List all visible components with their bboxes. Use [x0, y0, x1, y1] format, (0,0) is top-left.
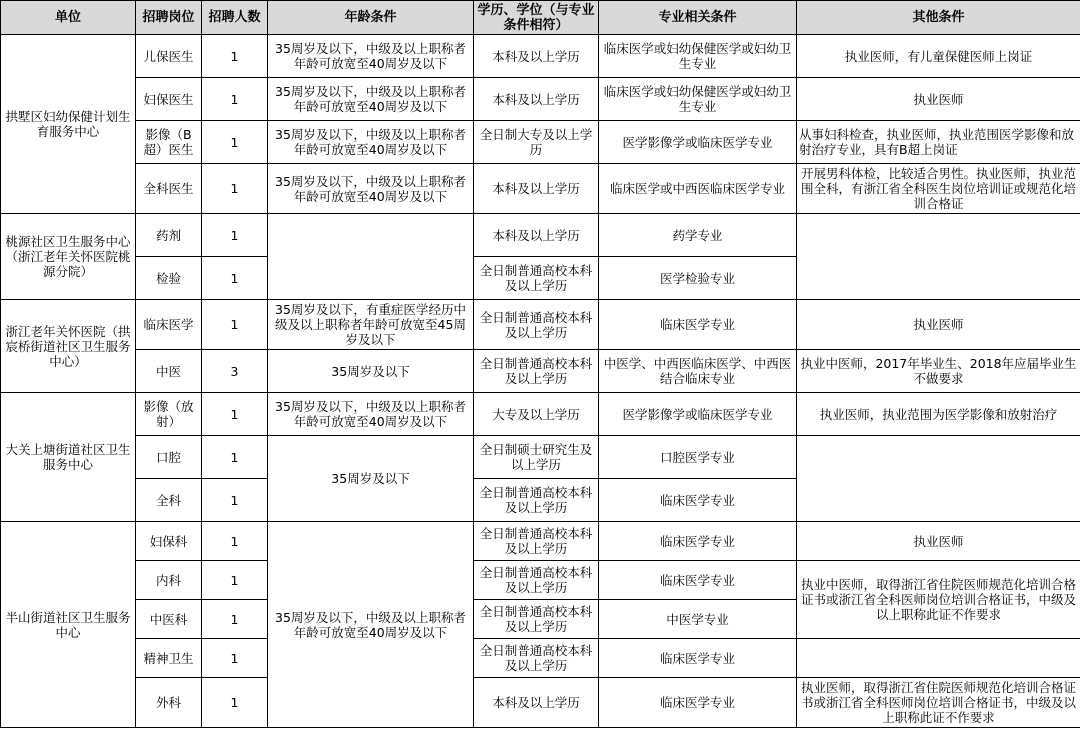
header-unit: 单位: [1, 1, 136, 35]
edu-cell: 本科及以上学历: [474, 214, 599, 257]
major-cell: 医学检验专业: [599, 257, 797, 300]
edu-cell: 全日制普通高校本科及以上学历: [474, 600, 599, 639]
other-cell: 执业医师，取得浙江省住院医师规范化培训合格证书或浙江省全科医师岗位培训合格证书，中级及以上职称此证不作要求: [797, 678, 1080, 728]
table-row: [1, 35, 1080, 78]
table-row: [1, 436, 1080, 479]
table-row: [1, 121, 1080, 164]
unit-cell: 大关上塘街道社区卫生服务中心: [1, 393, 136, 522]
age-cell: 35周岁及以下: [268, 350, 474, 393]
edu-cell: 本科及以上学历: [474, 164, 599, 214]
edu-cell: 全日制普通高校本科及以上学历: [474, 479, 599, 522]
other-cell: [797, 436, 1080, 522]
post-cell: 妇保医生: [136, 78, 202, 121]
table-row: [1, 300, 1080, 350]
edu-cell: 全日制普通高校本科及以上学历: [474, 300, 599, 350]
count-cell: 3: [202, 350, 268, 393]
other-cell: 执业医师: [797, 522, 1080, 561]
count-cell: 1: [202, 639, 268, 678]
count-cell: 1: [202, 600, 268, 639]
age-cell: 35周岁及以下，中级及以上职称者年龄可放宽至40周岁及以下: [268, 522, 474, 728]
other-cell: [797, 639, 1080, 678]
edu-cell: 全日制普通高校本科及以上学历: [474, 639, 599, 678]
edu-cell: 全日制普通高校本科及以上学历: [474, 522, 599, 561]
header-post: 招聘岗位: [136, 1, 202, 35]
major-cell: 临床医学专业: [599, 522, 797, 561]
count-cell: 1: [202, 561, 268, 600]
count-cell: 1: [202, 436, 268, 479]
major-cell: 临床医学专业: [599, 479, 797, 522]
age-cell: 35周岁及以下，中级及以上职称者年龄可放宽至40周岁及以下: [268, 78, 474, 121]
post-cell: 儿保医生: [136, 35, 202, 78]
edu-cell: 全日制普通高校本科及以上学历: [474, 350, 599, 393]
post-cell: 内科: [136, 561, 202, 600]
post-cell: 口腔: [136, 436, 202, 479]
post-cell: 妇保科: [136, 522, 202, 561]
unit-cell: 半山街道社区卫生服务中心: [1, 522, 136, 728]
edu-cell: 本科及以上学历: [474, 78, 599, 121]
table-row: [1, 164, 1080, 214]
edu-cell: 全日制普通高校本科及以上学历: [474, 561, 599, 600]
other-cell: 执业医师: [797, 78, 1080, 121]
age-cell: 35周岁及以下，中级及以上职称者年龄可放宽至40周岁及以下: [268, 121, 474, 164]
table-row: [1, 561, 1080, 600]
unit-cell: 桃源社区卫生服务中心（浙江老年关怀医院桃源分院）: [1, 214, 136, 300]
other-cell: 执业中医师，取得浙江省住院医师规范化培训合格证书或浙江省全科医师岗位培训合格证书，中级及以上职称此证不作要求: [797, 561, 1080, 639]
table-row: [1, 393, 1080, 436]
table-row: [1, 639, 1080, 678]
header-row: [1, 1, 1080, 35]
age-cell: 35周岁及以下，中级及以上职称者年龄可放宽至40周岁及以下: [268, 393, 474, 436]
edu-cell: 大专及以上学历: [474, 393, 599, 436]
major-cell: 临床医学专业: [599, 561, 797, 600]
post-cell: 临床医学: [136, 300, 202, 350]
count-cell: 1: [202, 300, 268, 350]
unit-cell: 拱墅区妇幼保健计划生育服务中心: [1, 35, 136, 214]
count-cell: 1: [202, 78, 268, 121]
table-row: [1, 350, 1080, 393]
major-cell: 医学影像学或临床医学专业: [599, 393, 797, 436]
post-cell: 全科: [136, 479, 202, 522]
post-cell: 中医: [136, 350, 202, 393]
age-cell: 35周岁及以下，中级及以上职称者年龄可放宽至40周岁及以下: [268, 164, 474, 214]
table-row: [1, 678, 1080, 728]
age-cell: 35周岁及以下，有重症医学经历中级及以上职称者年龄可放宽至45周岁及以下: [268, 300, 474, 350]
post-cell: 影像（放射）: [136, 393, 202, 436]
post-cell: 外科: [136, 678, 202, 728]
table-row: [1, 214, 1080, 257]
other-cell: [797, 214, 1080, 300]
table-row: [1, 522, 1080, 561]
count-cell: 1: [202, 164, 268, 214]
header-other: 其他条件: [797, 1, 1080, 35]
other-cell: 执业医师: [797, 300, 1080, 350]
count-cell: 1: [202, 678, 268, 728]
header-education: 学历、学位（与专业条件相符）: [474, 1, 599, 35]
post-cell: 检验: [136, 257, 202, 300]
post-cell: 全科医生: [136, 164, 202, 214]
major-cell: 临床医学专业: [599, 639, 797, 678]
age-cell: [268, 214, 474, 300]
edu-cell: 全日制普通高校本科及以上学历: [474, 257, 599, 300]
other-cell: 执业医师，有儿童保健医师上岗证: [797, 35, 1080, 78]
major-cell: 临床医学专业: [599, 678, 797, 728]
other-cell: 开展男科体检，比较适合男性。执业医师，执业范围全科，有浙江省全科医生岗位培训证或规范化培训合格证: [797, 164, 1080, 214]
count-cell: 1: [202, 479, 268, 522]
major-cell: 中医学专业: [599, 600, 797, 639]
major-cell: 临床医学或中西医临床医学专业: [599, 164, 797, 214]
count-cell: 1: [202, 393, 268, 436]
count-cell: 1: [202, 522, 268, 561]
count-cell: 1: [202, 214, 268, 257]
count-cell: 1: [202, 121, 268, 164]
post-cell: 精神卫生: [136, 639, 202, 678]
edu-cell: 全日制大专及以上学历: [474, 121, 599, 164]
major-cell: 临床医学或妇幼保健医学或妇幼卫生专业: [599, 35, 797, 78]
age-cell: 35周岁及以下，中级及以上职称者年龄可放宽至40周岁及以下: [268, 35, 474, 78]
other-cell: 执业医师，执业范围为医学影像和放射治疗: [797, 393, 1080, 436]
edu-cell: 全日制硕士研究生及以上学历: [474, 436, 599, 479]
header-age: 年龄条件: [268, 1, 474, 35]
major-cell: 药学专业: [599, 214, 797, 257]
count-cell: 1: [202, 257, 268, 300]
other-cell: 从事妇科检查，执业医师，执业范围医学影像和放射治疗专业，具有B超上岗证: [797, 121, 1080, 164]
edu-cell: 本科及以上学历: [474, 35, 599, 78]
header-count: 招聘人数: [202, 1, 268, 35]
other-cell: 执业中医师，2017年毕业生、2018年应届毕业生不做要求: [797, 350, 1080, 393]
edu-cell: 本科及以上学历: [474, 678, 599, 728]
post-cell: 中医科: [136, 600, 202, 639]
major-cell: 临床医学或妇幼保健医学或妇幼卫生专业: [599, 78, 797, 121]
major-cell: 中医学、中西医临床医学、中西医结合临床专业: [599, 350, 797, 393]
header-major: 专业相关条件: [599, 1, 797, 35]
post-cell: 药剂: [136, 214, 202, 257]
major-cell: 医学影像学或临床医学专业: [599, 121, 797, 164]
table-row: [1, 78, 1080, 121]
age-cell: 35周岁及以下: [268, 436, 474, 522]
count-cell: 1: [202, 35, 268, 78]
major-cell: 临床医学专业: [599, 300, 797, 350]
unit-cell: 浙江老年关怀医院（拱宸桥街道社区卫生服务中心）: [1, 300, 136, 393]
major-cell: 口腔医学专业: [599, 436, 797, 479]
post-cell: 影像（B超）医生: [136, 121, 202, 164]
